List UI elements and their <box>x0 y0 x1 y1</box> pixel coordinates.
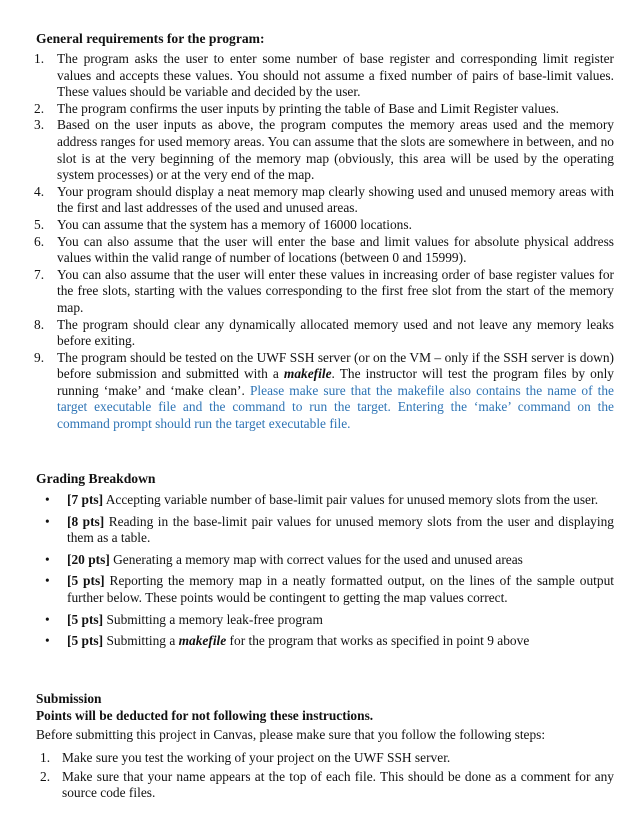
requirement-item: 8. The program should clear any dynamically allocated memory used and not leave any memory leaks before exiting. <box>34 316 614 349</box>
requirement-item: 1. The program asks the user to enter some number of base register and corresponding limit register values and accepts these values. You should not assume a fixed number of pairs of base-limit values. These values should be variable and decided by the user. <box>34 51 614 100</box>
requirement-item: 6. You can also assume that the user will enter the base and limit values for absolute physical address values within the valid range of number of locations (between 0 and 15999). <box>34 233 614 266</box>
points-label: [5 pts] <box>67 611 104 627</box>
grading-item: • [7 pts] Accepting variable number of base-limit pair values for unused memory slots from the user. <box>45 492 599 507</box>
requirement-item: 7. You can also assume that the user will enter these values in increasing order of base register values for the free slots, starting with the values corresponding to the first free slot from the start of the memory map. <box>34 266 614 315</box>
grading-item: • [20 pts] Generating a memory map with correct values for the used and unused areas <box>45 551 523 567</box>
requirement-text: The program asks the user to enter some number of base register and corresponding limit register values and accepts these values. You should not assume a fixed number of pairs of base-limit values. These values should be variable and decided by the user. <box>57 51 614 100</box>
submission-warning: Points will be deducted for not following these instructions. <box>36 707 374 723</box>
grading-item: • [5 pts] Reporting the memory map in a neatly formatted output, on the lines of the sample output further below. These points would be contingent to getting the map values correct. <box>45 573 614 605</box>
grading-item: • [8 pts] Reading in the base-limit pair values for unused memory slots from the user and displaying them as a table. <box>45 513 614 546</box>
grading-heading: Grading Breakdown <box>36 471 156 486</box>
requirement-text: You can assume that the system has a memory of 16000 locations. <box>57 216 412 232</box>
grading-list <box>0 492 614 655</box>
submission-intro: Before submitting this project in Canvas, please make sure that you follow the following steps: <box>36 727 546 743</box>
requirement-text: The program confirms the user inputs by printing the table of Base and Limit Register values. <box>57 100 560 116</box>
points-label: [8 pts] <box>67 513 105 529</box>
requirement-item: 4. Your program should display a neat memory map clearly showing used and unused memory areas with the first and last addresses of the used and unused areas. <box>34 183 614 216</box>
requirement-item: 2. The program confirms the user inputs by printing the table of Base and Limit Register values. <box>34 100 560 116</box>
requirement-text: You can also assume that the user will enter these values in increasing order of base register values for the free slots, starting with the values corresponding to the first free slot from the start of the memory map. <box>57 266 614 315</box>
submission-item: 2. Make sure that your name appears at the top of each file. This should be done as a comment for any source code files. <box>40 768 614 801</box>
makefile-emphasis: makefile <box>178 633 227 649</box>
requirements-heading: General requirements for the program: <box>36 31 265 46</box>
requirement-text: The program should clear any dynamically allocated memory used and not leave any memory leaks before exiting. <box>57 316 614 349</box>
requirement-item: 9. The program should be tested on the UWF SSH server (or on the VM – only if the SSH server is down) before submission and submitted with a makefile. The instructor will test the program files by only running ‘make’ and ‘make clean’. Please make sure that the makefile also contains the name of the target executable file and the command to run the target. Entering the ‘make’ command on the command prompt should run the target executable file. <box>34 349 615 432</box>
requirement-text: Your program should display a neat memory map clearly showing used and unused memory areas with the first and last addresses of the used and unused areas. <box>57 183 614 216</box>
requirements-list <box>0 51 614 433</box>
requirement-text: Based on the user inputs as above, the program computes the memory areas used and the memory address ranges for used memory areas. You can assume that the slots are somewhere in between, and no slot is at the very beginning of the memory map (obviously, this area will be used by the operating system processes) or at the very end of the map. <box>57 117 614 183</box>
points-label: [5 pts] <box>67 633 104 649</box>
points-label: [7 pts] <box>67 492 104 507</box>
submission-item: 1. Make sure you test the working of your project on the UWF SSH server. <box>40 750 451 765</box>
points-label: [20 pts] <box>67 551 110 567</box>
makefile-note: Please make sure that the makefile also contains the name of the target executable file and the command to run the target. Entering the ‘make’ command on the command prompt should run the target executable file. <box>57 382 615 432</box>
makefile-emphasis: makefile <box>283 366 332 382</box>
requirement-text: You can also assume that the user will enter the base and limit values for absolute physical address values within the valid range of number of locations (between 0 and 15999). <box>57 233 614 266</box>
requirement-item: 5. You can assume that the system has a memory of 16000 locations. <box>34 216 412 232</box>
submission-list <box>0 750 614 804</box>
points-label: [5 pts] <box>67 573 105 589</box>
grading-item: • [5 pts] Submitting a memory leak-free program <box>45 611 323 627</box>
submission-heading: Submission <box>36 691 102 706</box>
requirement-item: 3. Based on the user inputs as above, the program computes the memory areas used and the memory address ranges for used memory areas. You can assume that the slots are somewhere in between, and no slot is at the very beginning of the memory map (obviously, this area will be used by the operating system processes) or at the very end of the map. <box>34 117 614 183</box>
grading-item: • [5 pts] Submitting a makefile for the program that works as specified in point 9 above <box>45 633 530 649</box>
